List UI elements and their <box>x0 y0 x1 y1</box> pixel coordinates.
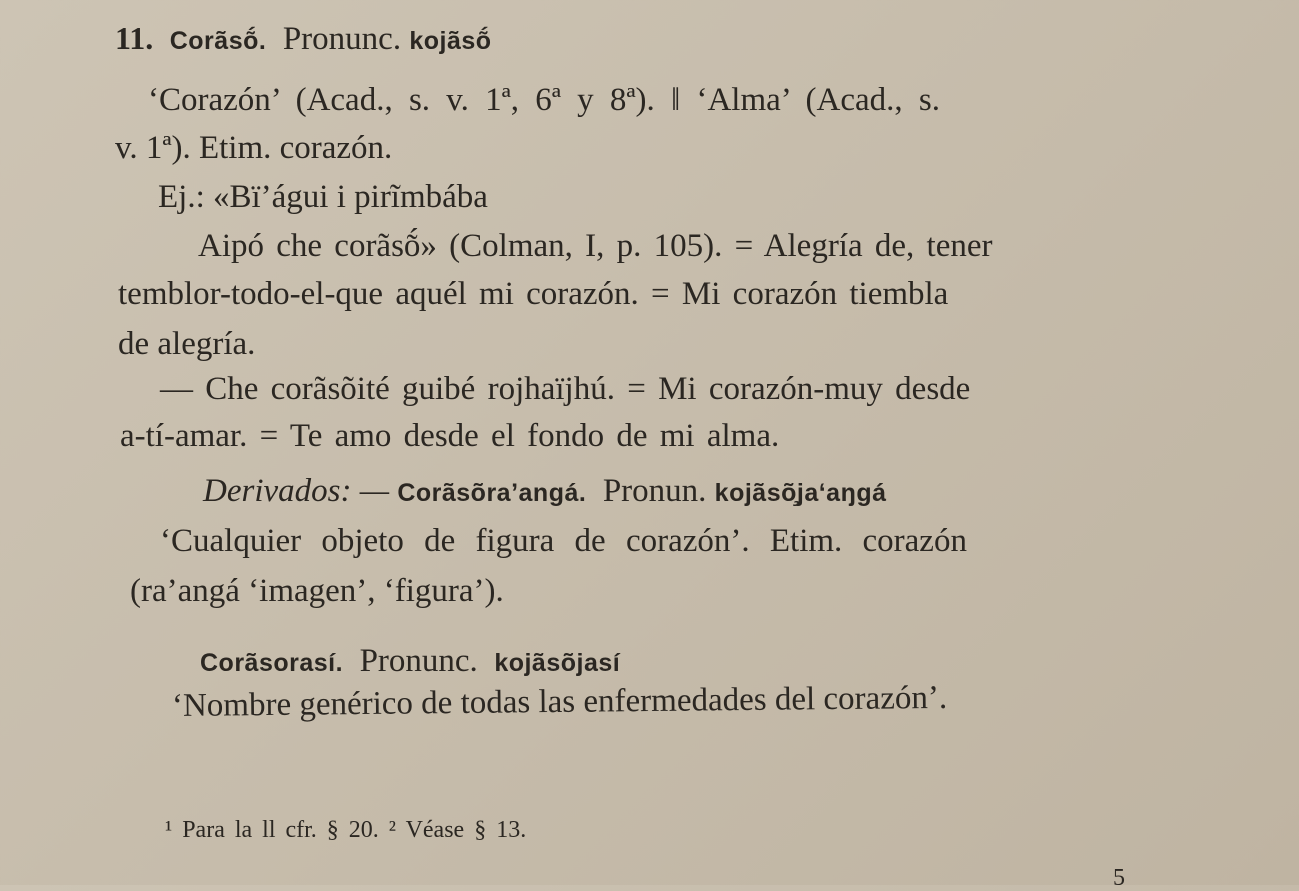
translation-line-2: de alegría. <box>118 326 256 362</box>
second-pronunc-label: Pronunc. <box>359 643 478 679</box>
definition-line-1: ‘Corazón’ (Acad., s. v. 1ª, 6ª y 8ª). ‖ ‘Alma’ (Acad., s. <box>148 82 941 118</box>
derivados-label: Derivados: — <box>203 473 390 509</box>
second-entry-header <box>200 645 620 678</box>
derivado-pronunc-label: Pronun. <box>602 473 707 509</box>
pronunciation: kojãsṍ <box>409 27 492 55</box>
headword: Corãsṍ. <box>169 27 267 55</box>
definition-line-2: v. 1ª). Etim. corazón. <box>115 130 393 166</box>
derivado-headword: Corãsõra’angá. <box>397 479 587 507</box>
entry-header <box>115 22 492 56</box>
second-definition: ‘Nombre genérico de todas las enfermedades del corazón’. <box>171 679 948 724</box>
page-number: 5 <box>1113 865 1125 891</box>
translation-line-1: temblor-todo-el-que aquél mi corazón. = Mi corazón tiembla <box>118 276 949 312</box>
second-pronunciation: kojãsõjasí <box>494 649 621 677</box>
derivado-definition-2: (ra’angá ‘imagen’, ‘figura’). <box>130 573 504 609</box>
derivado-definition-1: ‘Cualquier objeto de figura de corazón’. Etim. corazón <box>160 523 967 559</box>
example-line-1: Ej.: «Bï’águi i pirĩmbába <box>158 179 488 215</box>
footnote: ¹ Para la ll cfr. § 20. ² Véase § 13. <box>165 817 527 843</box>
entry-number: 11. <box>115 20 154 56</box>
translation-line-3: a-tí-amar. = Te amo desde el fondo de mi alma. <box>120 418 780 454</box>
pronunc-label: Pronunc. <box>282 21 402 57</box>
example-line-2: Aipó che corãsṍ» (Colman, I, p. 105). = Alegría de, tener <box>198 228 993 264</box>
example-line-3: — Che corãsõité guibé rojhaïjhú. = Mi corazón-muy desde <box>160 371 971 407</box>
second-headword: Corãsorasí. <box>200 649 344 677</box>
derivado-pronunciation: kojãsõ̧ja‘aŋgá <box>714 479 887 507</box>
derivados-header <box>203 475 887 508</box>
